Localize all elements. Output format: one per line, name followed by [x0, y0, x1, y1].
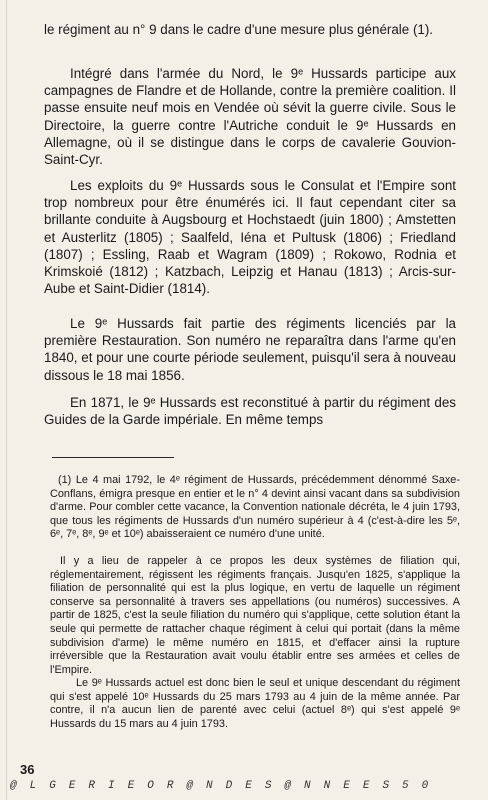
- footnote-filiation: Il y a lieu de rappeler à ce propos les deux systèmes de filiation qui, réglementairement, régissent les régiments français. Jusqu'en 1825, s'applique la filiation de personnalité qui est la plus logique, en vertu de laquelle un régiment conserve sa personnalité à travers ses appellations (ou numéros) successives. A partir de 1825, c'est la seule filiation du numéro qui s'applique, cette solution étant la seule qui permette de rattacher chaque régiment à celui qui portait (dans la même subdivision d'arme) le même numéro en 1815, et d'effacer ainsi la rupture irréversible que la Restauration avait voulu établir entre ses armées et celles de l'Empire.: [50, 555, 460, 676]
- footnote-separator: [52, 457, 174, 458]
- site-watermark: @ L G E R I E O R @ N D E S @ N N E E S 5 0: [10, 780, 432, 792]
- page-edge: [6, 0, 7, 800]
- footnote-9e-hussards: Le 9ᵉ Hussards actuel est donc bien le seul et unique descendant du régiment qui s'est appelé 10ᵉ Hussards du 25 mars 1793 au 4 juin de la même année. Par contre, il n'a aucun lien de parenté avec celui (actuel 8ᵉ) qui s'est appelé 9ᵉ Hussards du 15 mars au 4 juin 1793.: [50, 677, 460, 730]
- page-number: 36: [20, 762, 35, 777]
- paragraph-exploits: Les exploits du 9ᵉ Hussards sous le Consulat et l'Empire sont trop nombreux pour être énumérés ici. Il faut cependant citer sa brillante conduite à Augsbourg et Hochstaedt (juin 1800) ; Amstetten et Austerlitz (1805) ; Saalfeld, Iéna et Pultusk (1806) ; Friedland (1807) ; Essling, Raab et Wagram (1809) ; Rokowo, Rodnia et Krimskoié (1812) ; Katzbach, Leipzig et Hanau (1813) ; Arcis-sur-Aube et Saint-Didier (1814).: [44, 178, 456, 297]
- paragraph-armee-du-nord: Intégré dans l'armée du Nord, le 9ᵉ Hussards participe aux campagnes de Flandre et de Hollande, contre la première coalition. Il passe ensuite neuf mois en Vendée où sévit la guerre civile. Sous le Directoire, la guerre contre l'Autriche conduit le 9ᵉ Hussards en Allemagne, où il se distingue dans le corps de cavalerie Gouvion-Saint-Cyr.: [44, 66, 456, 168]
- footnote-1: (1) Le 4 mai 1792, le 4ᵉ régiment de Hussards, précédemment dénommé Saxe-Conflans, émigra presque en entier et le n° 4 devint ainsi vacant dans sa subdivision d'arme. Pour combler cette vacance, la Convention nationale décréta, le 4 juin 1793, que tous les régiments de Hussards d'un numéro supérieur à 4 (c'est-à-dire les 5ᵉ, 6ᵉ, 7ᵉ, 8ᵉ, 9ᵉ et 10ᵉ) abaisseraient ce numéro d'une unité.: [50, 474, 460, 541]
- paragraph-restauration: Le 9ᵉ Hussards fait partie des régiments licenciés par la première Restauration. Son numéro ne reparaîtra dans l'arme qu'en 1840, et pour une courte période seulement, puisqu'il sera à nouveau dissous le 18 mai 1856.: [44, 316, 456, 383]
- paragraph-continuation: le régiment au n° 9 dans le cadre d'une mesure plus générale (1).: [44, 22, 434, 37]
- paragraph-1871: En 1871, le 9ᵉ Hussards est reconstitué à partir du régiment des Guides de la Garde impériale. En même temps: [44, 395, 456, 428]
